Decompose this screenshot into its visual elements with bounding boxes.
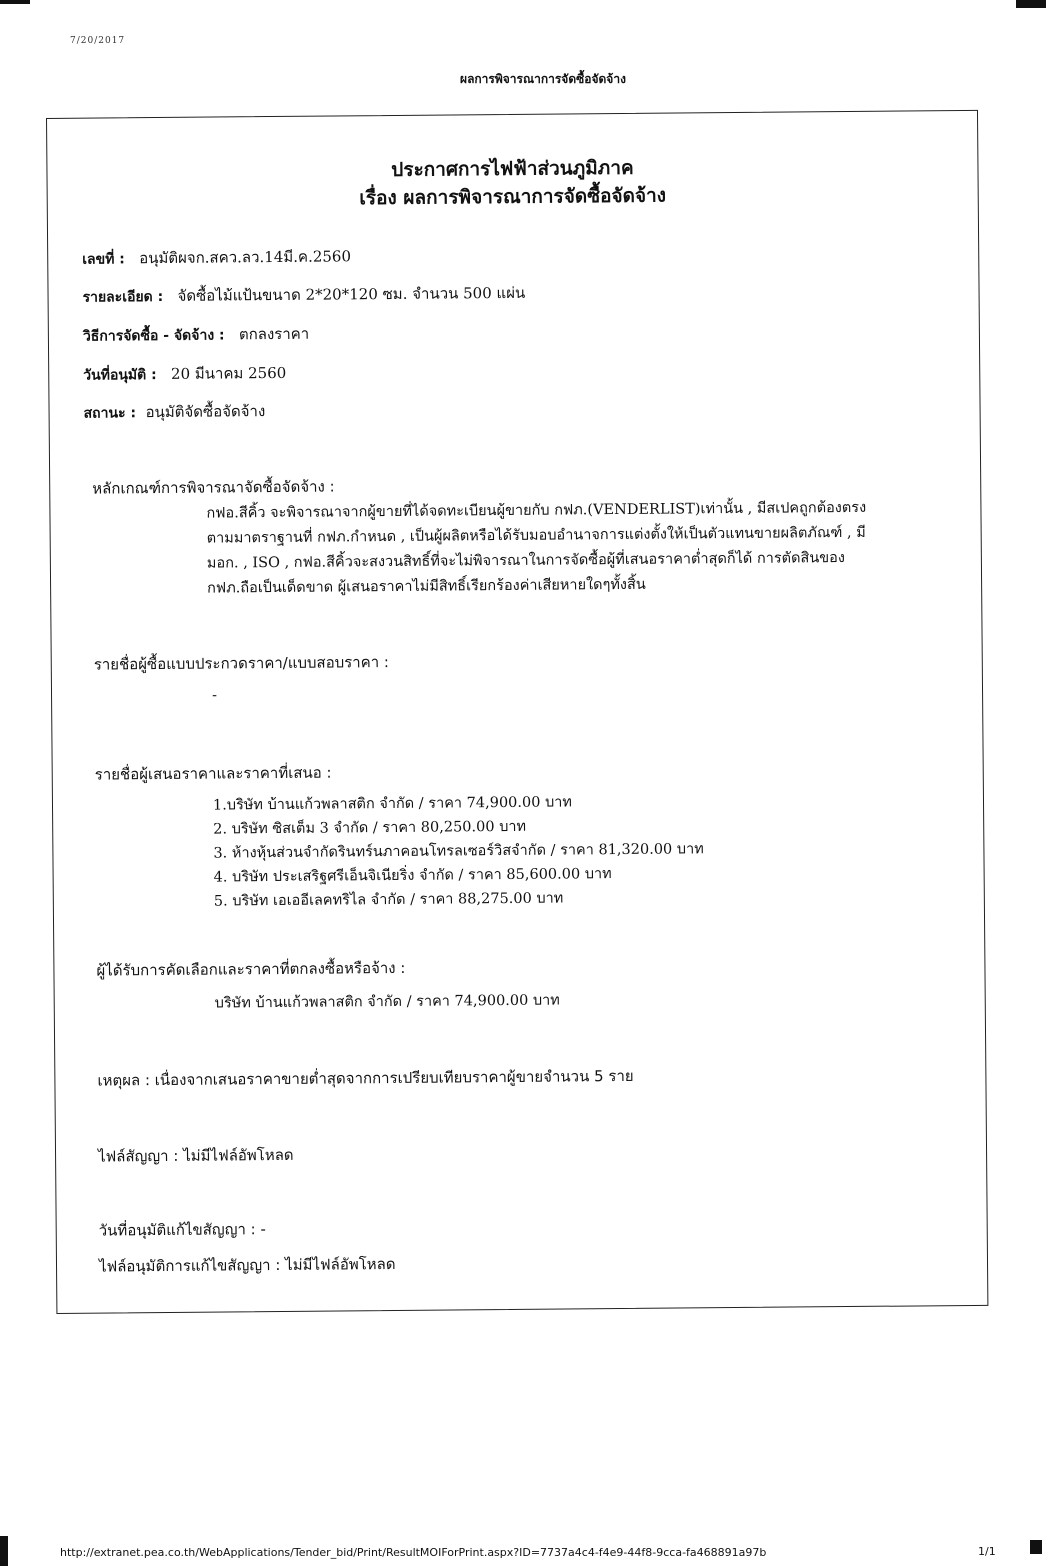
field-detail-label: รายละเอียด : [82,288,164,306]
title-line-2: เรื่อง ผลการพิจารณาการจัดซื้อจัดจ้าง [359,184,667,210]
amend-file-value: ไม่มีไฟล์อัพโหลด [285,1254,396,1274]
buyers-heading: รายชื่อผู้ซื้อแบบประกวดราคา/แบบสอบราคา : [93,653,390,674]
reason [97,1064,633,1093]
footer-page-number: 1/1 [978,1545,996,1558]
title-line-1: ประกาศการไฟฟ้าส่วนภูมิภาค [391,156,634,181]
field-status-label: สถานะ : [83,405,137,422]
contract-file [98,1143,294,1169]
field-approve-date-label: วันที่อนุมัติ : [83,367,157,384]
criteria-line: กฟอ.สีคิ้ว จะพิจารณาจากผู้ขายที่ได้จดทะเบียนผู้ขายกับ กฟภ.(VENDERLIST)เท่านั้น , มีสเปคถูกต้องตรง [206,499,867,522]
reason-value: เนื่องจากเสนอราคาขายต่ำสุดจากการเปรียบเทียบราคาผู้ขายจำนวน 5 ราย [154,1066,634,1090]
field-method-label: วิธีการจัดซื้อ - จัดจ้าง : [82,327,225,345]
field-number-label: เลขที่ : [82,251,125,268]
list-item: 2. บริษัท ซิสเต็ม 3 จำกัด / ราคา 80,250.00 บาท [213,818,527,838]
list-item: 5. บริษัท เอเออีเลคทริไล จำกัด / ราคา 88,275.00 บาท [213,890,564,910]
amend-file-label: ไฟล์อนุมัติการแก้ไขสัญญา : [98,1255,281,1276]
field-approve-date-value: 20 มีนาคม 2560 [170,363,287,383]
list-item: 4. บริษัท ประเสริฐศรีเอ็นจิเนียริ่ง จำกัด / ราคา 85,600.00 บาท [213,866,612,886]
field-method [83,322,309,348]
amend-date [99,1217,266,1242]
buyers-value: - [211,687,218,704]
field-method-value: ตกลงราคา [238,324,310,344]
amend-date-value: - [260,1220,266,1239]
contract-file-label: ไฟล์สัญญา : [97,1146,179,1166]
list-item: 1.บริษัท บ้านแก้วพลาสติก จำกัด / ราคา 74,900.00 บาท [212,794,573,814]
criteria-line: มอก. , ISO , กฟอ.สีคิ้วจะสงวนสิทธิ์ที่จะไม่พิจารณาในการจัดซื้อผู้ที่เสนอราคาต่ำสุดก็ได้ การตัดสินของ [206,550,846,572]
field-number [82,244,351,270]
reason-label: เหตุผล : [97,1071,151,1090]
field-number-value: อนุมัติผจก.สคว.ลว.14มี.ค.2560 [139,247,352,268]
bidders-list [213,789,704,913]
announcement-title [47,151,977,215]
field-approve-date [83,361,286,387]
page-header: ผลการพิจารณาการจัดซื้อจัดจ้าง [460,72,626,86]
print-date: 7/20/2017 [70,36,126,46]
amend-file [99,1252,396,1279]
field-detail [82,281,525,309]
list-item: 3. ห้างหุ้นส่วนจำกัดรินทร์นภาคอนโทรลเซอร์วิสจำกัด / ราคา 81,320.00 บาท [213,841,704,862]
scan-mark-top-left [0,0,30,4]
scan-mark-bottom-left [0,1536,8,1566]
criteria-line: ตามมาตราฐานที่ กฟภ.กำหนด , เป็นผู้ผลิตหรือได้รับมอบอำนาจการแต่งตั้งให้เป็นตัวแทนขายผลิตภัณฑ์ , มี [206,524,866,547]
winner-heading: ผู้ได้รับการคัดเลือกและราคาที่ตกลงซื้อหรือจ้าง : [96,958,406,980]
criteria-paragraph [206,495,957,602]
scan-mark-top-right [1016,0,1046,8]
footer-url: http://extranet.pea.co.th/WebApplications/Tender_bid/Print/ResultMOIForPrint.aspx?ID=7737a4c4-f4e9-44f8-9cca-fa468891a97b [60,1546,767,1559]
criteria-line: กฟภ.ถือเป็นเด็ดขาด ผู้เสนอราคาไม่มีสิทธิ์เรียกร้องค่าเสียหายใดๆทั้งสิ้น [207,576,646,597]
scan-mark-bottom-right [1030,1540,1042,1554]
contract-file-value: ไม่มีไฟล์อัพโหลด [183,1145,294,1165]
field-status-value: อนุมัติจัดซื้อจัดจ้าง [145,402,266,422]
winner-value: บริษัท บ้านแก้วพลาสติก จำกัด / ราคา 74,900.00 บาท [214,992,560,1012]
field-status [83,399,265,425]
criteria-heading: หลักเกณฑ์การพิจารณาจัดซื้อจัดจ้าง : [92,477,335,498]
field-detail-value: จัดซื้อไม้แป้นขนาด 2*20*120 ซม. จำนวน 500 แผ่น [177,283,526,305]
announcement-frame [46,110,988,1314]
bidders-heading: รายชื่อผู้เสนอราคาและราคาที่เสนอ : [94,763,332,784]
amend-date-label: วันที่อนุมัติแก้ไขสัญญา : [98,1220,256,1240]
